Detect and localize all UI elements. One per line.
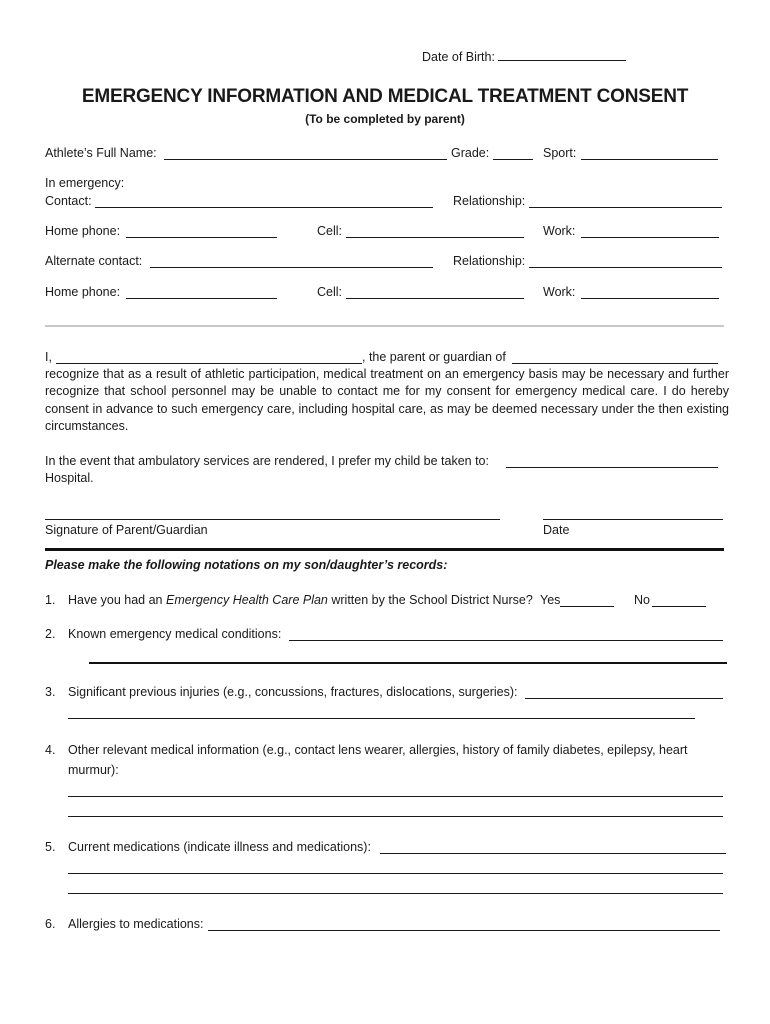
- item-allergies-text: Allergies to medications:: [68, 917, 204, 931]
- item-text: Have you had an: [68, 593, 166, 607]
- alternate-relationship-label: Relationship:: [453, 254, 526, 268]
- no-input[interactable]: [652, 606, 706, 607]
- conditions-input[interactable]: [289, 640, 723, 641]
- athlete-name-label: Athlete’s Full Name:: [45, 146, 157, 160]
- cell-label: Cell:: [317, 224, 343, 238]
- home-phone-input[interactable]: [126, 237, 277, 238]
- home-phone-label: Home phone:: [45, 224, 121, 238]
- contact-label: Contact:: [45, 194, 92, 208]
- work-label: Work:: [543, 224, 576, 238]
- form-subtitle: (To be completed by parent): [305, 112, 465, 126]
- item-injuries-text: Significant previous injuries (e.g., concussions, fractures, dislocations, surgeries):: [68, 685, 518, 699]
- alternate-cell-label: Cell:: [317, 285, 343, 299]
- no-label: No: [634, 593, 650, 607]
- alternate-contact-label: Alternate contact:: [45, 254, 143, 268]
- records-heading: Please make the following notations on my son/daughter’s records:: [45, 558, 448, 572]
- in-emergency-label: In emergency:: [45, 176, 125, 190]
- item-conditions-text: Known emergency medical conditions:: [68, 627, 282, 641]
- relationship-label: Relationship:: [453, 194, 526, 208]
- hospital-input[interactable]: [506, 467, 718, 468]
- ambulance-text: In the event that ambulatory services are rendered, I prefer my child be taken to:: [45, 454, 489, 468]
- date-of-birth-input[interactable]: [498, 48, 626, 61]
- alternate-work-input[interactable]: [581, 298, 719, 299]
- item-emergency-plan: [68, 593, 533, 607]
- item-number: 3.: [45, 685, 56, 699]
- cell-input[interactable]: [346, 237, 524, 238]
- item-number: 4.: [45, 743, 56, 757]
- contact-input[interactable]: [95, 207, 433, 208]
- alternate-work-label: Work:: [543, 285, 576, 299]
- item-medical-info-text: Other relevant medical information (e.g., contact lens wearer, allergies, history of family diabetes, epilepsy, heart murmur):: [68, 743, 688, 777]
- yes-label: Yes: [540, 593, 561, 607]
- item-number: 1.: [45, 593, 56, 607]
- medical-info-input-line[interactable]: [68, 816, 723, 817]
- date-label: Date: [543, 523, 570, 537]
- grade-label: Grade:: [451, 146, 490, 160]
- alternate-home-phone-input[interactable]: [126, 298, 277, 299]
- injuries-input[interactable]: [525, 698, 723, 699]
- work-input[interactable]: [581, 237, 719, 238]
- alternate-cell-input[interactable]: [346, 298, 524, 299]
- item-number: 5.: [45, 840, 56, 854]
- medications-input[interactable]: [380, 853, 726, 854]
- relationship-input[interactable]: [529, 207, 722, 208]
- allergies-input[interactable]: [208, 930, 720, 931]
- conditions-input-line[interactable]: [89, 662, 727, 664]
- consent-i-label: I,: [45, 350, 52, 364]
- section-rule: [45, 548, 724, 551]
- item-emphasis: Emergency Health Care Plan: [166, 593, 328, 607]
- signature-label: Signature of Parent/Guardian: [45, 523, 208, 537]
- grade-input[interactable]: [493, 159, 533, 160]
- section-divider: [45, 325, 724, 327]
- medications-input-line[interactable]: [68, 893, 723, 894]
- yes-input[interactable]: [560, 606, 614, 607]
- child-name-input[interactable]: [512, 363, 718, 364]
- date-of-birth-field[interactable]: [422, 48, 626, 64]
- athlete-name-input[interactable]: [164, 159, 447, 160]
- item-number: 6.: [45, 917, 56, 931]
- signature-input[interactable]: [45, 519, 500, 520]
- parent-guardian-text: , the parent or guardian of: [362, 350, 506, 364]
- date-of-birth-label: Date of Birth:: [422, 50, 495, 64]
- sport-label: Sport:: [543, 146, 577, 160]
- item-medications-text: Current medications (indicate illness and medications):: [68, 840, 371, 854]
- item-number: 2.: [45, 627, 56, 641]
- alternate-home-phone-label: Home phone:: [45, 285, 121, 299]
- alternate-relationship-input[interactable]: [529, 267, 722, 268]
- injuries-input-line[interactable]: [68, 718, 695, 719]
- parent-name-input[interactable]: [56, 363, 362, 364]
- medical-info-input-line[interactable]: [68, 796, 723, 797]
- item-text: written by the School District Nurse?: [327, 593, 533, 607]
- hospital-label: Hospital.: [45, 471, 94, 485]
- consent-body: recognize that as a result of athletic participation, medical treatment on an emergency basis may be necessary and further recognize that school personnel may be unable to contact me for my consent for emergency medical care. I do hereby consent in advance to such emergency care, including hospital care, as may be deemed necessary under the then existing circumstances.: [45, 367, 729, 434]
- sport-input[interactable]: [581, 159, 718, 160]
- medications-input-line[interactable]: [68, 873, 723, 874]
- form-title: EMERGENCY INFORMATION AND MEDICAL TREATMENT CONSENT: [81, 86, 689, 107]
- signature-date-input[interactable]: [543, 519, 723, 520]
- alternate-contact-input[interactable]: [150, 267, 433, 268]
